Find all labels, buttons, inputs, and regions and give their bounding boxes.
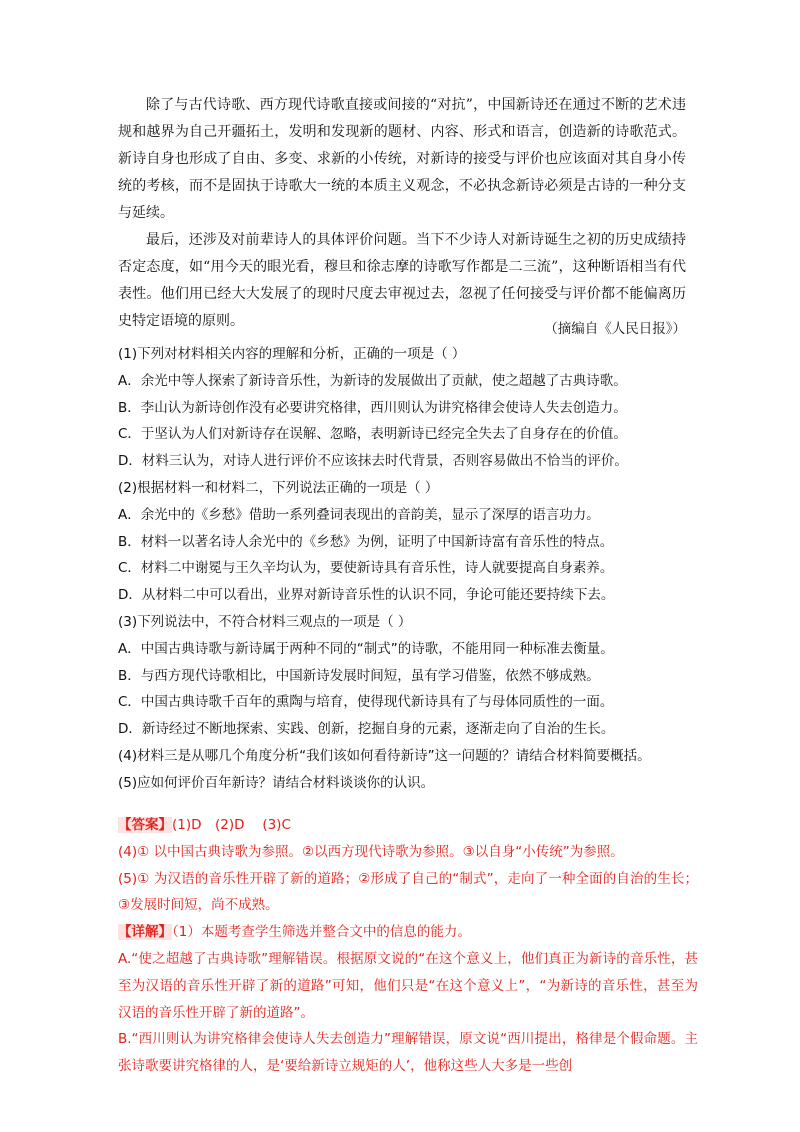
answer-mc: (1)D (2)D (3)C (172, 817, 291, 833)
q3-option-b: B．与西方现代诗歌相比，中国新诗发展时间短，虽有学习借鉴，依然不够成熟。 (118, 667, 600, 684)
q3-stem: (3)下列说法中，不符合材料三观点的一项是（ ） (118, 613, 412, 630)
q4-stem: (4)材料三是从哪几个角度分析“我们该如何看待新诗”这一问题的？请结合材料简要概括。 (118, 747, 651, 764)
detail-line (118, 919, 698, 946)
q1-stem: (1)下列对材料相关内容的理解和分析，正确的一项是（ ） (118, 346, 466, 362)
answer-tag: 【答案】 (118, 817, 172, 833)
q3-option-c: C．中国古典诗歌千百年的熏陶与培育，使得现代新诗具有了与母体同质性的一面。 (118, 694, 614, 711)
q2-option-a: A．余光中的《乡愁》借助一系列叠词表现出的音韵美，显示了深厚的语言功力。 (118, 506, 600, 523)
detail-a: A.“使之超越了古典诗歌”理解错误。根据原文说的“在这个意义上，他们真正为新诗的音乐性，甚至为汉语的音乐性开辟了新的道路”可知，他们只是“在这个意义上”，“为新诗的音乐性，甚至为汉语的音乐性开辟了新的道路”。 (118, 950, 698, 1021)
passage-paragraph-1: 除了与古代诗歌、西方现代诗歌直接或间接的“对抗”，中国新诗还在通过不断的艺术违规和越界为自己开疆拓土，发明和发现新的题材、内容、形式和语言，创造新的诗歌范式。新诗自身也形成了自由、多变、求新的小传统，对新诗的接受与评价也应该面对其自身小传统的考核，而不是固执于诗歌大一统的本质主义观念，不必执念新诗必须是古诗的一种分支与延续。 (118, 97, 686, 221)
q2-stem: (2)根据材料一和材料二，下列说法正确的一项是（ ） (118, 479, 439, 496)
q3-option-a: A．中国古典诗歌与新诗属于两种不同的“制式”的诗歌，不能用同一种标准去衡量。 (118, 640, 614, 657)
q1-option-a: A．余光中等人探索了新诗音乐性，为新诗的发展做出了贡献，使之超越了古典诗歌。 (118, 372, 627, 389)
questions (118, 341, 698, 797)
q3-option-d: D．新诗经过不断地探索、实践、创新，挖掘自身的元素，逐渐走向了自治的生长。 (118, 721, 615, 738)
q2-option-b: B．材料一以著名诗人余光中的《乡愁》为例，证明了中国新诗富有音乐性的特点。 (118, 533, 614, 550)
detail-b: B.“西川则认为讲究格律会使诗人失去创造力”理解错误，原文说“西川提出，格律是个假命题。主张诗歌要讲究格律的人，是‘要给新诗立规矩的人’，他称这些人大多是一些创 (118, 1031, 698, 1075)
passage-paragraph-2: 最后，还涉及对前辈诗人的具体评价问题。当下不少诗人对新诗诞生之初的历史成绩持否定态度，如“用今天的眼光看，穆旦和徐志摩的诗歌写作都是二三流”，这种断语相当有代表性。他们用已经大大发展了的现时尺度去审视过去，忽视了任何接受与评价都不能偏离历史特定语境的原则。 (118, 232, 686, 329)
answer-4: (4)① 以中国古典诗歌为参照。②以西方现代诗歌为参照。③以自身“小传统”为参照。 (118, 843, 624, 860)
q2-option-d: D．从材料二中可以看出，业界对新诗音乐性的认识不同，争论可能还要持续下去。 (118, 587, 615, 604)
q1-option-d: D．材料三认为，对诗人进行评价不应该抹去时代背景，否则容易做出不恰当的评价。 (118, 453, 628, 470)
passage (118, 92, 686, 335)
answer-line (118, 812, 698, 839)
passage-source: （摘编自《人民日报》） (544, 321, 686, 337)
detail-tag: 【详解】 (118, 924, 172, 941)
answer-section (118, 812, 698, 1080)
q1-option-b: B．李山认为新诗创作没有必要讲究格律，西川则认为讲究格律会使诗人失去创造力。 (118, 399, 627, 416)
answer-5: (5)① 为汉语的音乐性开辟了新的道路；②形成了自己的“制式”，走向了一种全面的自治的生长；③发展时间短，尚不成熟。 (118, 870, 698, 914)
q2-option-c: C．材料二中谢冕与王久辛均认为，要使新诗具有音乐性，诗人就要提高自身素养。 (118, 560, 614, 577)
q1-option-c: C．于坚认为人们对新诗存在误解、忽略，表明新诗已经完全失去了自身存在的价值。 (118, 426, 627, 443)
detail-intro: （1）本题考查学生筛选并整合文中的信息的能力。 (172, 924, 471, 941)
q5-stem: (5)应如何评价百年新诗？请结合材料谈谈你的认识。 (118, 774, 435, 791)
